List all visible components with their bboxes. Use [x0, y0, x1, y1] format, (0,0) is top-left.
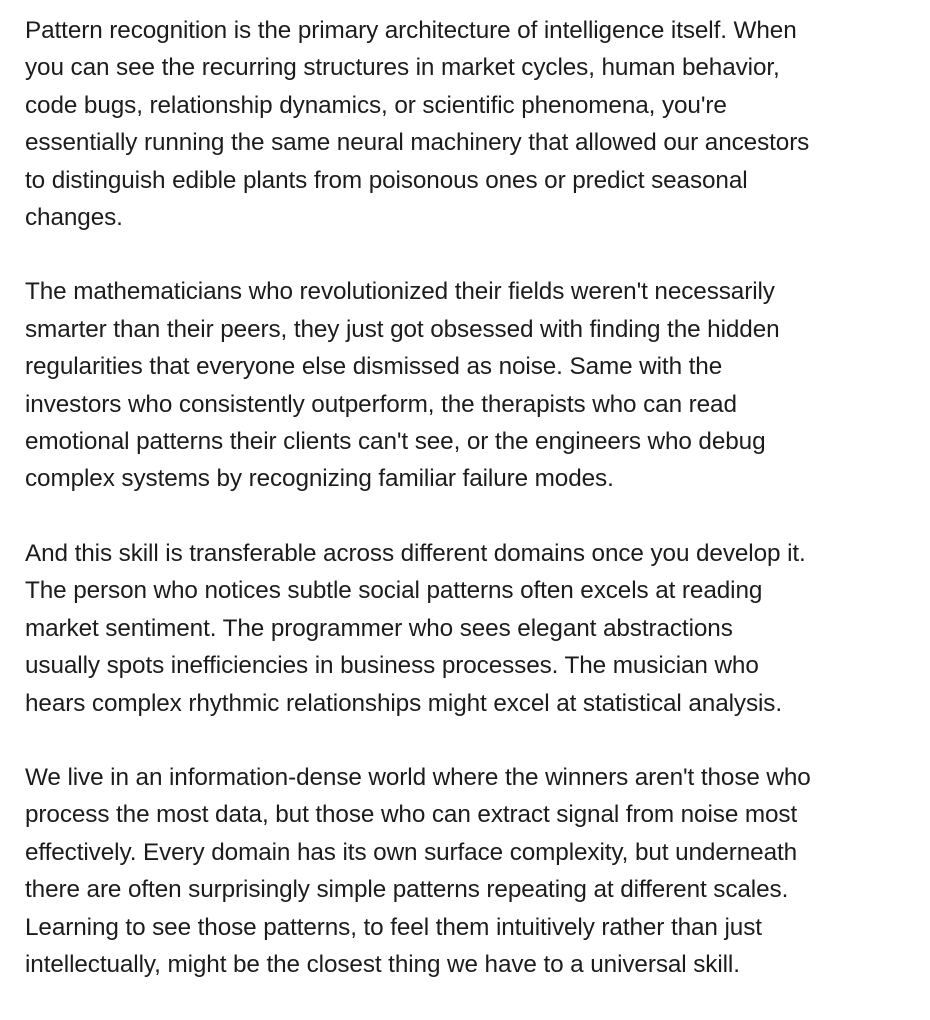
article-body [25, 12, 925, 1020]
paragraph-1: Pattern recognition is the primary architecture of intelligence itself. When you can see the recurring structures in market cycles, human behavior, code bugs, relationship dynamics, or scientific phenomena, you're essentially running the same neural machinery that allowed our ancestors to distinguish edible plants from poisonous ones or predict seasonal changes. [25, 17, 810, 232]
paragraph-3: And this skill is transferable across different domains once you develop it. The person who notices subtle social patterns often excels at reading market sentiment. The programmer who sees elegant abstractions usually spots inefficiencies in business processes. The musician who hears complex rhythmic relationships might excel at statistical analysis. [25, 539, 806, 717]
paragraph-2: The mathematicians who revolutionized their fields weren't necessarily smarter than their peers, they just got obsessed with finding the hidden regularities that everyone else dismissed as noise. Same with the investors who consistently outperform, the therapists who can read emotional patterns their clients can't see, or the engineers who debug complex systems by recognizing familiar failure modes. [25, 278, 780, 493]
paragraph-4: We live in an information-dense world where the winners aren't those who process the most data, but those who can extract signal from noise most effectively. Every domain has its own surface complexity, but underneath there are often surprisingly simple patterns repeating at different scales. Learning to see those patterns, to feel them intuitively rather than just intellectually, might be the closest thing we have to a universal skill. [25, 763, 811, 978]
